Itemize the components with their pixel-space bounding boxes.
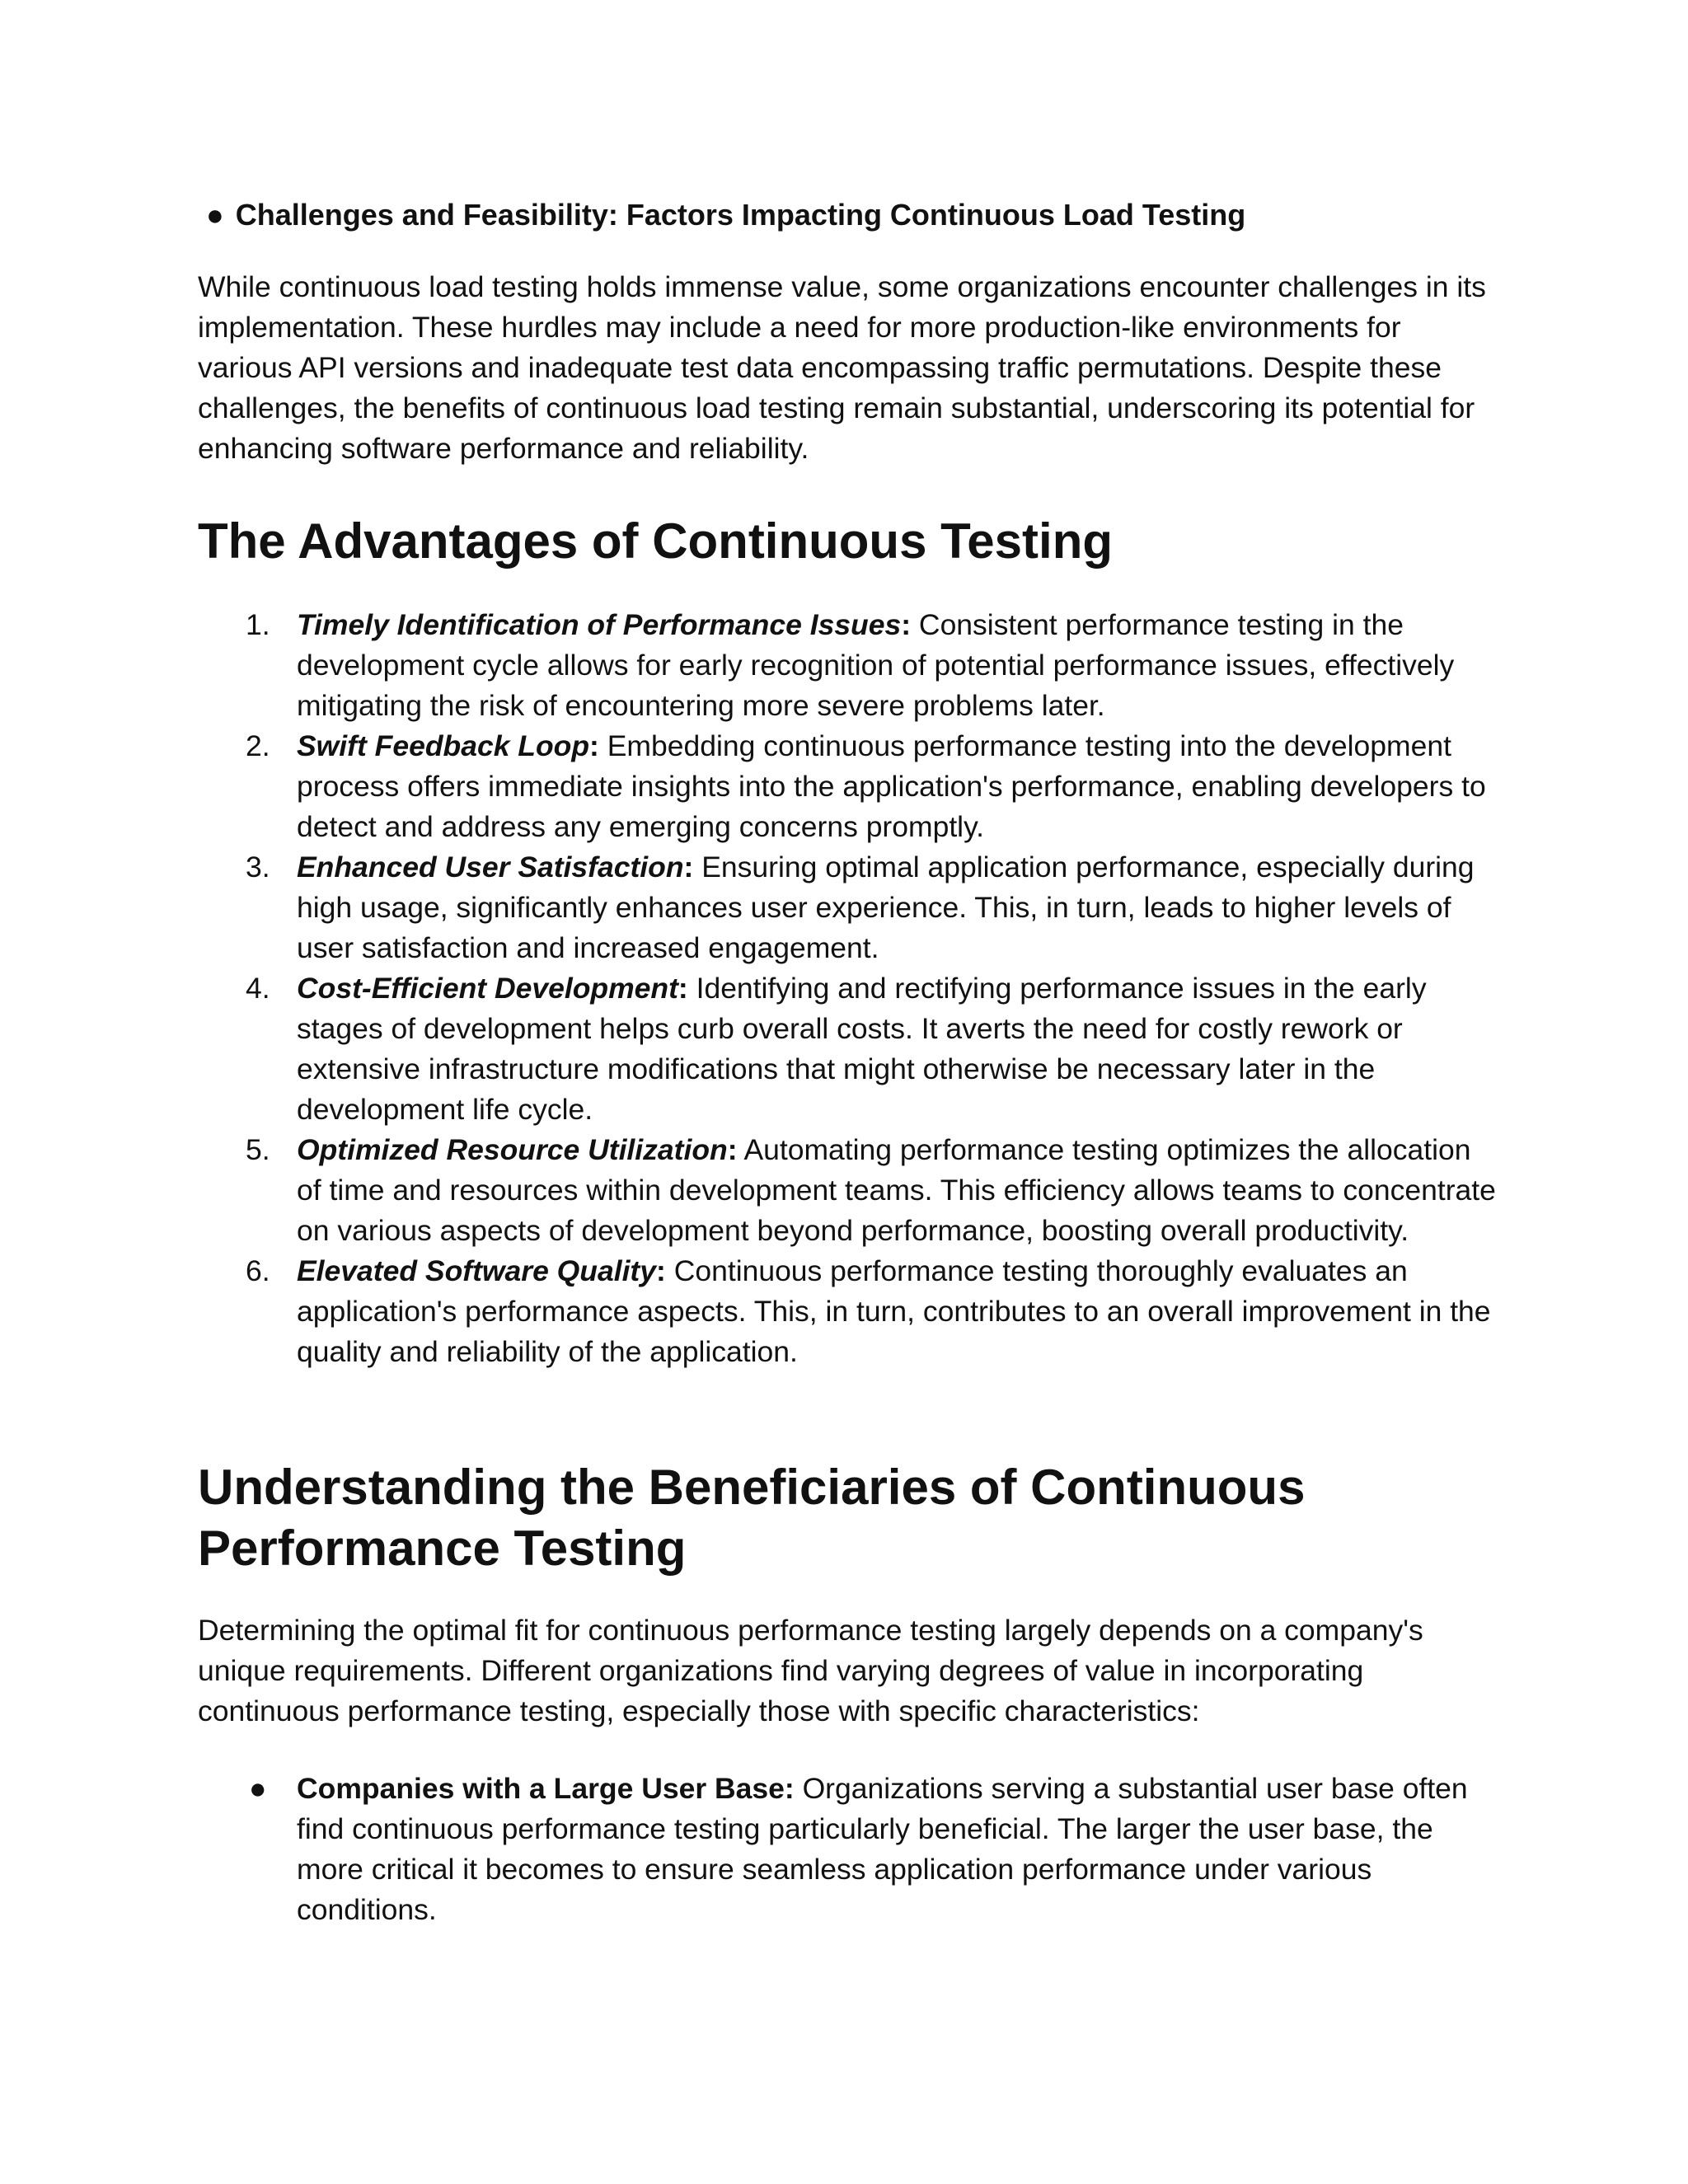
list-number: 4. <box>246 972 270 1005</box>
list-item-term: Enhanced User Satisfaction <box>297 851 684 883</box>
list-item <box>198 1769 1500 1930</box>
list-item-colon: : <box>678 972 688 1005</box>
list-item-term: Cost-Efficient Development <box>297 972 678 1005</box>
list-item-colon: : <box>656 1254 666 1287</box>
list-item-colon: : <box>589 729 599 762</box>
list-item-colon: : <box>683 851 694 883</box>
beneficiaries-list <box>198 1769 1500 1930</box>
list-item-text: Automating performance testing optimizes the allocation of time and resources within development teams. This efficiency allows teams to concentrate on various aspects of development beyond performance, boosting overall productivity. <box>297 1133 1496 1247</box>
list-item-text: Continuous performance testing thoroughly evaluates an application's performance aspects. This, in turn, contributes to an overall improvement in the quality and reliability of the application. <box>297 1254 1491 1368</box>
list-number: 5. <box>246 1133 270 1166</box>
list-item-text: Ensuring optimal application performance, especially during high usage, significantly enhances user experience. This, in turn, leads to higher levels of user satisfaction and increased engagement. <box>297 851 1475 964</box>
list-item <box>198 968 1500 1130</box>
list-item-text: Organizations serving a substantial user base often find continuous performance testing particularly beneficial. The larger the user base, the more critical it becomes to ensure seamless application performance under various conditions. <box>297 1772 1468 1926</box>
advantages-list <box>198 605 1500 1372</box>
list-item <box>198 1130 1500 1251</box>
advantages-heading: The Advantages of Continuous Testing <box>198 513 1113 569</box>
list-item-text: Embedding continuous performance testing into the development process offers immediate insights into the application's performance, enabling developers to detect and address any emerging concerns promptly. <box>297 729 1486 843</box>
bullet-icon: ● <box>249 1772 267 1805</box>
list-item-text: Consistent performance testing in the development cycle allows for early recognition of potential performance issues, effectively mitigating the risk of encountering more severe problems later. <box>297 608 1455 722</box>
challenges-paragraph: While continuous load testing holds immense value, some organizations encounter challenges in its implementation. These hurdles may include a need for more production-like environments for various API versions and inadequate test data encompassing traffic permutations. Despite these challenges, the benefits of continuous load testing remain substantial, underscoring its potential for enhancing software performance and reliability. <box>198 270 1486 465</box>
list-number: 1. <box>246 608 270 641</box>
list-item <box>198 605 1500 726</box>
list-item <box>198 1251 1500 1372</box>
list-item-term: Elevated Software Quality <box>297 1254 657 1287</box>
beneficiaries-paragraph: Determining the optimal fit for continuous performance testing largely depends on a company's unique requirements. Different organizations find varying degrees of value in incorporating continuous performance testing, especially those with specific characteristics: <box>198 1614 1423 1727</box>
list-item-colon: : <box>727 1133 738 1166</box>
challenges-subheading <box>206 194 1245 236</box>
list-item-term: Timely Identification of Performance Issues <box>297 608 902 641</box>
list-number: 6. <box>246 1254 270 1287</box>
list-item-text: Identifying and rectifying performance issues in the early stages of development helps curb overall costs. It averts the need for costly rework or extensive infrastructure modifications that might otherwise be necessary later in the development life cycle. <box>297 972 1427 1126</box>
challenges-heading-text: Challenges and Feasibility: Factors Impacting Continuous Load Testing <box>235 198 1246 232</box>
beneficiaries-heading: Understanding the Beneficiaries of Continuous Performance Testing <box>198 1460 1306 1576</box>
list-number: 3. <box>246 851 270 883</box>
list-item-term: Companies with a Large User Base: <box>297 1772 795 1805</box>
list-item-colon: : <box>901 608 912 641</box>
list-item-term: Optimized Resource Utilization <box>297 1133 728 1166</box>
list-item <box>198 847 1500 968</box>
list-item <box>198 726 1500 847</box>
bullet-icon: ● <box>206 198 224 232</box>
list-item-term: Swift Feedback Loop <box>297 729 590 762</box>
list-number: 2. <box>246 729 270 762</box>
